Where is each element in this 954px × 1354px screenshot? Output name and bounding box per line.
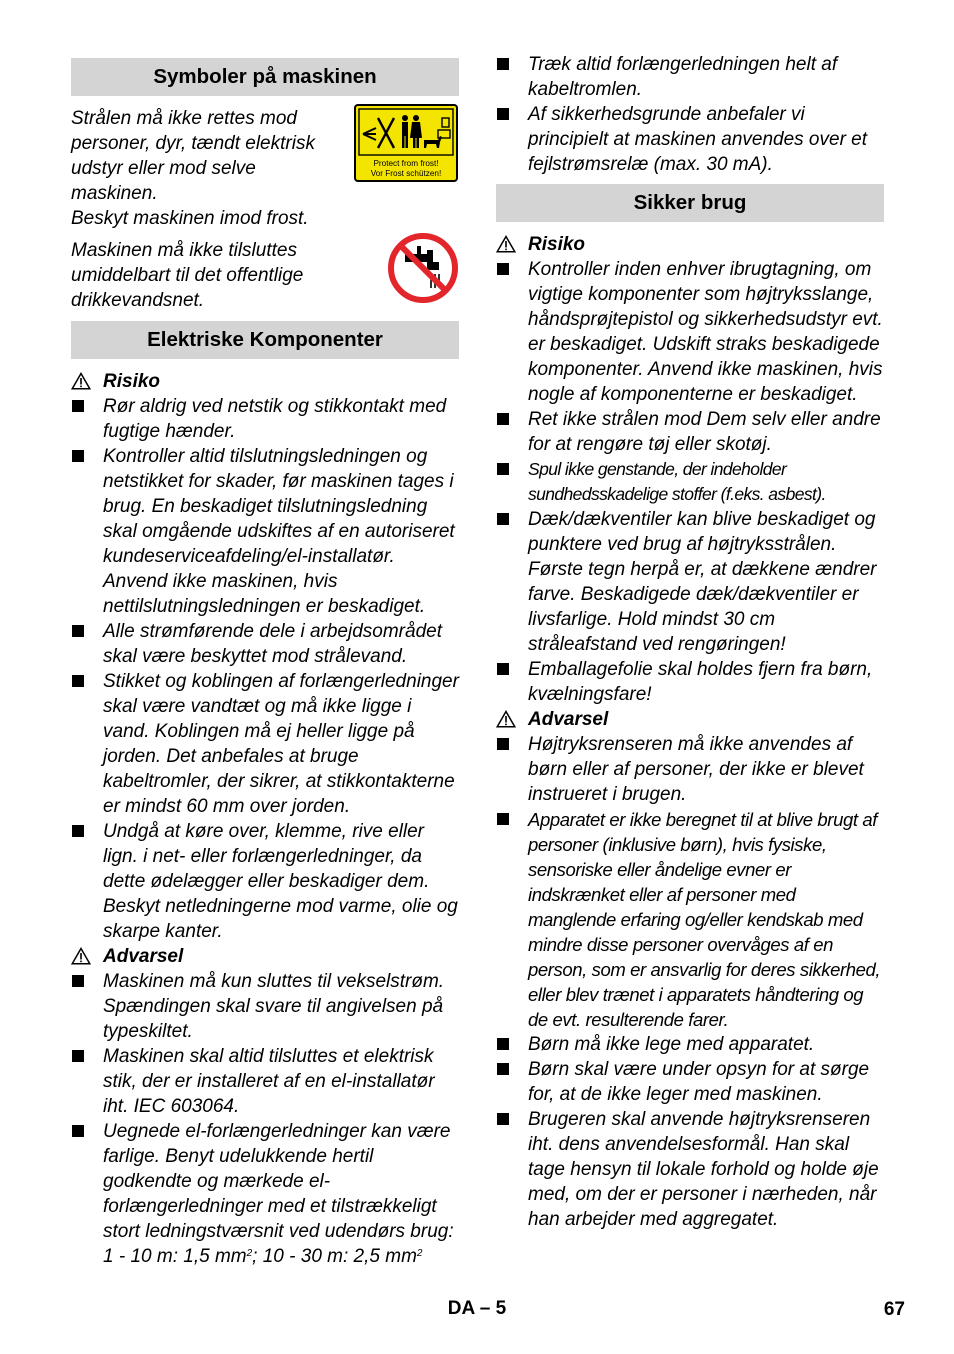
list-item: Maskinen må kun sluttes til vekselstrøm. Spændingen skal svare til angivelsen på typeskiltet. (71, 969, 459, 1044)
warning-triangle-icon (71, 947, 91, 965)
frost-sign-text-1: Protect from frost! (373, 159, 439, 168)
no-drinking-water-connection-icon (387, 232, 459, 304)
cable-drum-list (496, 52, 884, 177)
section-page-label: DA – 5 (447, 1298, 507, 1319)
warning-label: Advarsel (496, 707, 884, 732)
symbols-block-1 (71, 106, 459, 231)
list-item: Stikket og koblingen af forlængerledninger skal være vandtæt og må ikke ligge i vand. Koblingen må ej heller ligge på jorden. Det anbefales at bruge kabeltromler, der sikrer, at stikkontakterne er mindst 60 mm over jorden. (71, 669, 459, 819)
warning-label: Advarsel (71, 944, 459, 969)
list-item: Kontroller altid tilslutningsledningen og netstikket for skader, før maskinen tages i brug. En beskadiget tilslutningsledning skal omgående udskiftes af en autoriseret kundeserviceafdeling/el-installatør. Anvend ikke maskinen, hvis nettilslutningsledningen er beskadiget. (71, 444, 459, 619)
frost-sign-text-2: Vor Frost schützen! (370, 169, 442, 178)
list-item: Børn må ikke lege med apparatet. (496, 1032, 884, 1057)
electric-warning-list (71, 969, 459, 1269)
page-number: 67 (883, 1299, 905, 1320)
warning-triangle-icon (496, 235, 516, 253)
warning-triangle-icon (71, 372, 91, 390)
symbols-paragraph: Strålen må ikke rettes mod personer, dyr, tændt elektrisk udstyr eller mod selve maskinen. (71, 108, 315, 204)
symbols-heading: Symboler på maskinen (71, 58, 459, 96)
list-item: Alle strømførende dele i arbejdsområdet skal være beskyttet mod strålevand. (71, 619, 459, 669)
electric-components-heading: Elektriske Komponenter (71, 321, 459, 359)
list-item: Emballagefolie skal holdes fjern fra børn, kvælningsfare! (496, 657, 884, 707)
symbols-frost-paragraph: Beskyt maskinen imod frost. (71, 208, 309, 229)
list-item: Undgå at køre over, klemme, rive eller lign. i net- eller forlængerledninger, da dette ødelægger eller beskadiger dem. Beskyt netledningerne mod varme, olie og skarpe kanter. (71, 819, 459, 944)
list-item: Af sikkerhedsgrunde anbefaler vi principielt at maskinen anvendes over et fejlstrømsrelæ (max. 30 mA). (496, 102, 884, 177)
warning-triangle-icon (496, 710, 516, 728)
list-item: Højtryksrenseren må ikke anvendes af børn eller af personer, der ikke er blevet instrueret i brugen. (496, 732, 884, 807)
list-item: Maskinen skal altid tilsluttes et elektrisk stik, der er installeret af en el-installatør iht. IEC 603064. (71, 1044, 459, 1119)
drinking-water-paragraph: Maskinen må ikke tilsluttes umiddelbart til det offentlige drikkevandsnet. (71, 240, 304, 311)
list-item: Træk altid forlængerledningen helt af kabeltromlen. (496, 52, 884, 102)
safe-use-heading: Sikker brug (496, 184, 884, 222)
list-item: Spul ikke genstande, der indeholder sundhedsskadelige stoffer (f.eks. asbest). (496, 457, 884, 507)
electric-risk-list (71, 394, 459, 944)
list-item (71, 1119, 459, 1269)
list-item: Dæk/dækventiler kan blive beskadiget og punktere ved brug af højtryksstrålen. Første tegn herpå er, at dækkene ændrer farve. Beskadigede dæk/dækventiler er livsfarlige. Hold mindst 30 cm stråleafstand ved rengøringen! (496, 507, 884, 657)
risk-label: Risiko (496, 232, 884, 257)
extension-cable-text: Uegnede el-forlængerledninger kan være farlige. Benyt udelukkende hertil godkendte og mærkede el-forlængerledninger med et tilstrækkeligt stort ledningstværsnit ved udendørs brug: (103, 1121, 454, 1242)
safe-use-risk-list (496, 257, 884, 707)
list-item: Apparatet er ikke beregnet til at blive brugt af personer (inklusive børn), hvis fysiske, sensoriske eller åndelige evner er indskrænket eller af personer med manglende erfaring og/eller kendskab med mindre disse personer overvåges af en person, som er ansvarlig for deres sikkerhed, eller blev trænet i apparatets håndtering og de evt. resulterende farer. (496, 807, 884, 1032)
list-item: Børn skal være under opsyn for at sørge for, at de ikke leger med maskinen. (496, 1057, 884, 1107)
list-item: Ret ikke strålen mod Dem selv eller andre for at rengøre tøj eller skotøj. (496, 407, 884, 457)
warning-symbols-sign-icon (354, 104, 458, 182)
right-column (496, 56, 884, 1232)
list-item: Rør aldrig ved netstik og stikkontakt med fugtige hænder. (71, 394, 459, 444)
list-item: Brugeren skal anvende højtryksrenseren iht. dens anvendelsesformål. Han skal tage hensyn til lokale forhold og holde øje med, om der er personer i nærheden, når han arbejder med aggregatet. (496, 1107, 884, 1232)
symbols-block-2 (71, 238, 459, 313)
risk-label: Risiko (71, 369, 459, 394)
safe-use-warning-list (496, 732, 884, 1232)
list-item: Kontroller inden enhver ibrugtagning, om vigtige komponenter som højtryksslange, håndsprøjtepistol og sikkerhedsudstyr evt. er beskadiget. Udskift straks beskadigede komponenter. Anvend ikke maskinen, hvis nogle af komponenterne er beskadiget. (496, 257, 884, 407)
left-column (71, 56, 459, 1269)
cable-spec: 1 - 10 m: 1,5 $mm^2$; 10 - 30 m: 2,5 $mm^2$ (103, 1246, 423, 1267)
